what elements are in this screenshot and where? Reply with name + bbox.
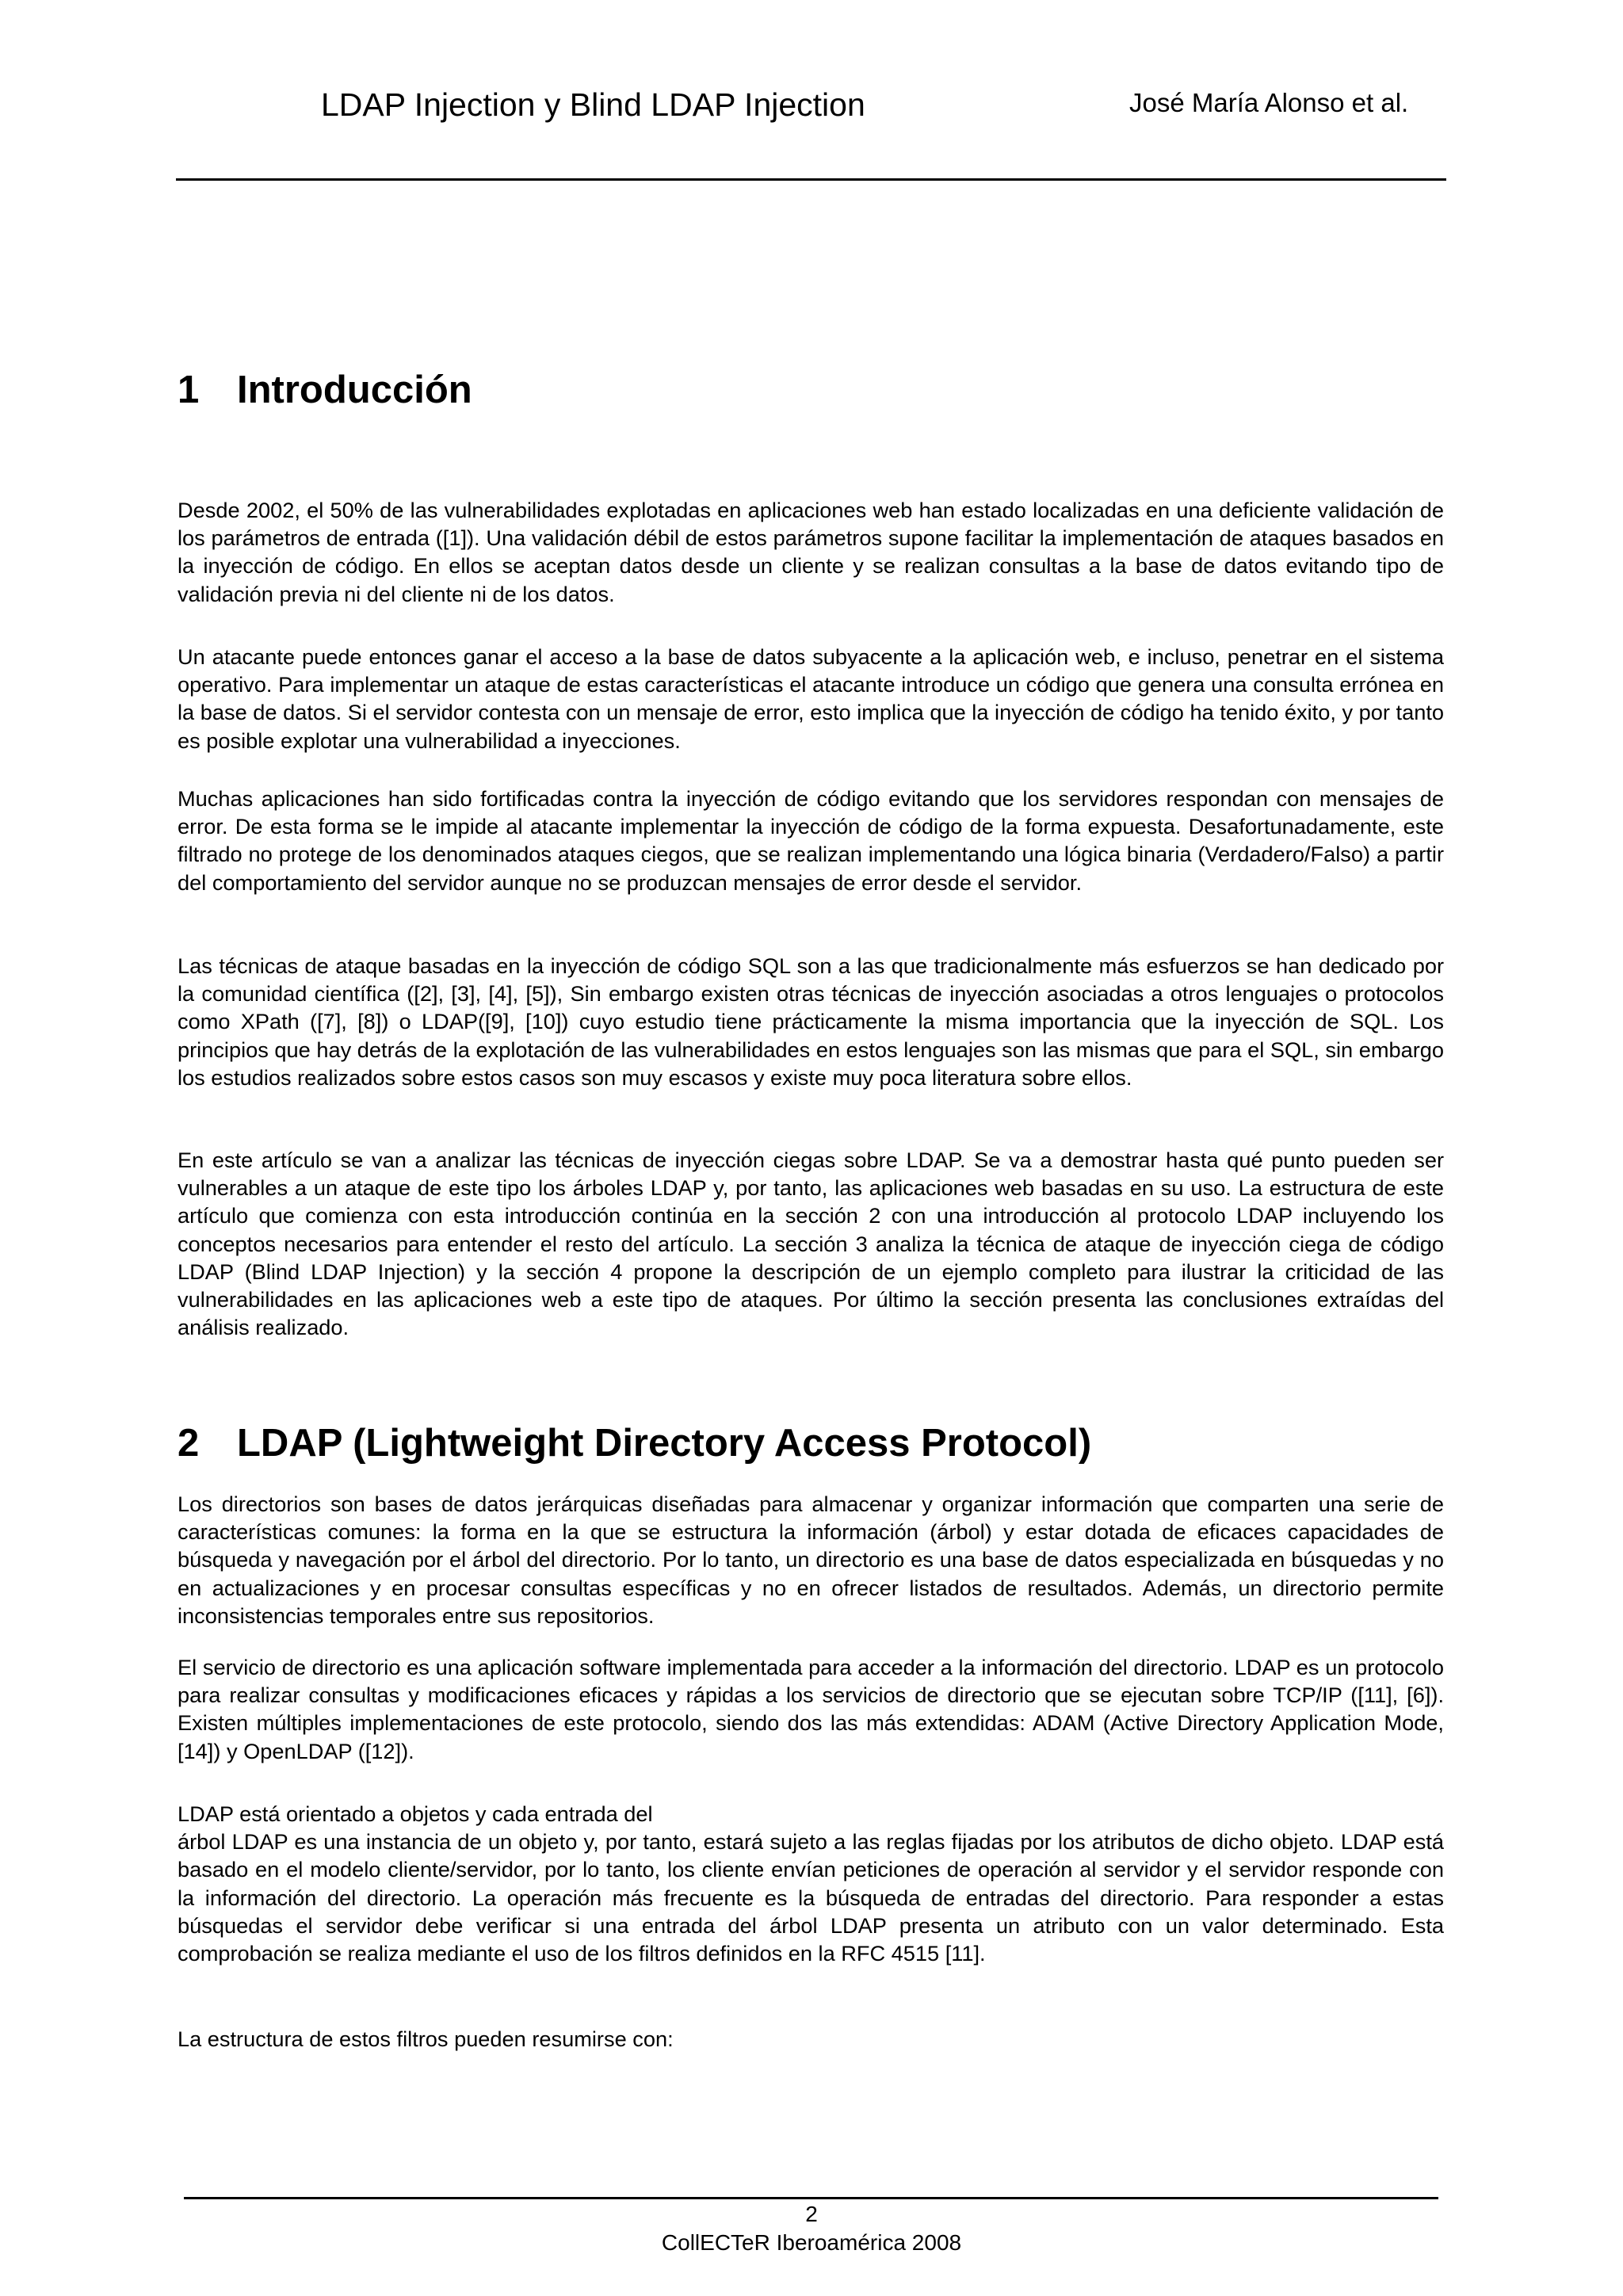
- section-number: 1: [178, 369, 200, 411]
- section-number: 2: [178, 1422, 200, 1465]
- footer-text: CollECTeR Iberoamérica 2008: [661, 2230, 962, 2255]
- paragraph: La estructura de estos filtros pueden resumirse con:: [178, 2027, 674, 2051]
- section-title: LDAP (Lightweight Directory Access Protocol): [237, 1422, 1092, 1465]
- paragraph: Muchas aplicaciones han sido fortificadas contra la inyección de código evitando que los servidores respondan con mensajes de error. De esta forma se le impide al atacante implementar la inyección de código de la forma expuesta. Desafortunadamente, este filtrado no protege de los denominados ataques ciegos, que se realizan implementando una lógica binaria (Verdadero/Falso) a partir del comportamiento del servidor aunque no se produzcan mensajes de error desde el servidor.: [178, 786, 1444, 895]
- running-title: LDAP Injection y Blind LDAP Injection: [321, 86, 865, 123]
- running-author: José María Alonso et al.: [1129, 88, 1409, 117]
- page-number: 2: [805, 2202, 818, 2226]
- paragraph: El servicio de directorio es una aplicación software implementada para acceder a la información del directorio. LDAP es un protocolo para realizar consultas y modificaciones eficaces y rápidas a los servicios de directorio que se ejecutan sobre TCP/IP ([11], [6]). Existen múltiples implementaciones de este protocolo, siendo dos las más extendidas: ADAM (Active Directory Application Mode, [14]) y OpenLDAP ([12]).: [178, 1655, 1444, 1763]
- paragraph: Las técnicas de ataque basadas en la inyección de código SQL son a las que tradicionalmente más esfuerzos se han dedicado por la comunidad científica ([2], [3], [4], [5]), Sin embargo existen otras técnicas de inyección asociadas a otros lenguajes o protocolos como XPath ([7], [8]) o LDAP([9], [10]) cuyo estudio tiene prácticamente la misma importancia que la inyección de SQL. Los principios que hay detrás de la explotación de las vulnerabilidades en estos lenguajes son las mismas que para el SQL, sin embargo los estudios realizados sobre estos casos son muy escasos y existe muy poca literatura sobre ellos.: [178, 953, 1444, 1090]
- paragraph: Desde 2002, el 50% de las vulnerabilidades explotadas en aplicaciones web han estado localizadas en una deficiente validación de los parámetros de entrada ([1]). Una validación débil de estos parámetros supone facilitar la implementación de ataques basados en la inyección de código. En ellos se aceptan datos desde un cliente y se realizan consultas a la base de datos evitando tipo de validación previa ni del cliente ni de los datos.: [178, 498, 1444, 606]
- header-divider: [176, 178, 1446, 181]
- section-2-heading: [178, 1421, 1091, 1465]
- section-1-heading: [178, 368, 472, 412]
- paragraph: Un atacante puede entonces ganar el acceso a la base de datos subyacente a la aplicación web, e incluso, penetrar en el sistema operativo. Para implementar un ataque de estas características el atacante introduce un código que genera una consulta errónea en la base de datos. Si el servidor contesta con un mensaje de error, esto implica que la inyección de código ha tenido éxito, y por tanto es posible explotar una vulnerabilidad a inyecciones.: [178, 644, 1444, 753]
- section-title: Introducción: [237, 369, 472, 411]
- paragraph: [178, 1800, 1444, 1967]
- paragraph-first-line: LDAP está orientado a objetos y cada entrada del: [178, 1801, 653, 1826]
- paragraph: En este artículo se van a analizar las técnicas de inyección ciegas sobre LDAP. Se va a demostrar hasta qué punto pueden ser vulnerables a un ataque de este tipo los árboles LDAP y, por tanto, las aplicaciones web basadas en su uso. La estructura de este artículo que comienza con esta introducción continúa en la sección 2 con una introducción al protocolo LDAP incluyendo los conceptos necesarios para entender el resto del artículo. La sección 3 analiza la técnica de ataque de inyección ciega de código LDAP (Blind LDAP Injection) y la sección 4 propone la descripción de un ejemplo completo para ilustrar la criticidad de las vulnerabilidades en las aplicaciones web a este tipo de ataques. Por último la sección presenta las conclusiones extraídas del análisis realizado.: [178, 1148, 1444, 1340]
- paragraph-body: árbol LDAP es una instancia de un objeto y, por tanto, estará sujeto a las reglas fijadas por los atributos de dicho objeto. LDAP está basado en el modelo cliente/servidor, por lo tanto, los cliente envían peticiones de operación al servidor y el servidor responde con la información del directorio. La operación más frecuente es la búsqueda de entradas del directorio. Para responder a estas búsquedas el servidor debe verificar si una entrada del árbol LDAP presenta un atributo con un valor determinado. Esta comprobación se realiza mediante el uso de los filtros definidos en la RFC 4515 [11].: [178, 1829, 1444, 1966]
- paragraph: Los directorios son bases de datos jerárquicas diseñadas para almacenar y organizar información que comparten una serie de características comunes: la forma en la que se estructura la información (árbol) y estar dotada de eficaces capacidades de búsqueda y navegación por el árbol del directorio. Por lo tanto, un directorio es una base de datos especializada en búsquedas y no en actualizaciones y en procesar consultas específicas y no en ofrecer listados de resultados. Además, un directorio permite inconsistencias temporales entre sus repositorios.: [178, 1492, 1444, 1628]
- footer-divider: [184, 2197, 1438, 2199]
